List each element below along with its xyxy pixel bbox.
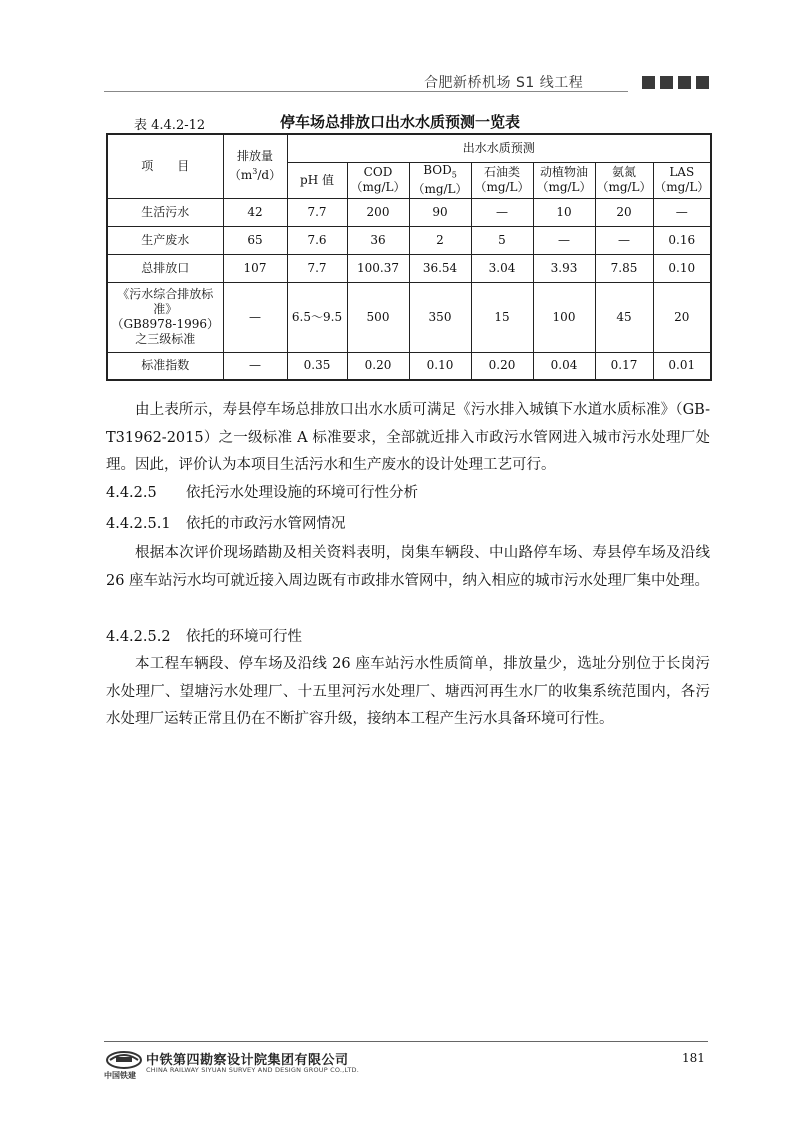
table-row: 总排放口 107 7.7 100.37 36.54 3.04 3.93 7.85 0.10 xyxy=(107,254,711,282)
header-item: 项 目 xyxy=(107,134,223,198)
header-discharge: 排放量 $(m^3/d)$ xyxy=(223,134,287,198)
company-logo-icon xyxy=(104,1048,144,1072)
table-title: 停车场总排放口出水水质预测一览表 xyxy=(280,113,521,131)
company-name-en: CHINA RAILWAY SIYUAN SURVEY AND DESIGN GROUP CO.,LTD. xyxy=(146,1066,359,1074)
table-row: 标准指数 — 0.35 0.20 0.10 0.20 0.04 0.17 0.01 xyxy=(107,352,711,380)
table-row: 《污水综合排放标 准》 （GB8978-1996） 之三级标准 — 6.5～9.5 500 350 15 100 45 20 xyxy=(107,282,711,352)
table-row: 生活污水 42 7.7 200 90 — 10 20 — xyxy=(107,198,711,226)
table-number: 表 4.4.2-12 xyxy=(134,118,206,133)
page-number: 181 xyxy=(682,1051,705,1065)
header-decorative-bars xyxy=(612,0,634,88)
header-oil: 动植物油 （mg/L） xyxy=(533,162,595,198)
logo-text: 中国铁建 xyxy=(104,1071,136,1080)
header-cod: COD （mg/L） xyxy=(347,162,409,198)
header-rule xyxy=(104,91,628,92)
table-row: 生产废水 65 7.6 36 2 5 — — 0.16 xyxy=(107,226,711,254)
footer-rule xyxy=(104,1041,708,1042)
header-las: LAS （mg/L） xyxy=(653,162,711,198)
water-quality-table xyxy=(106,133,712,381)
paragraph-feasibility: 本工程车辆段、停车场及沿线 26 座车站污水性质简单，排放量少，选址分别位于长岗污水处理厂、望塘污水处理厂、十五里河污水处理厂、塘西河再生水厂的收集系统范围内，各污水处理厂运转正常且仍在不断扩容升级，接纳本工程产生污水具备环境可行性。 xyxy=(106,656,710,727)
paragraph-sewer-network: 根据本次评价现场踏勘及相关资料表明，岗集车辆段、中山路停车场、寿县停车场及沿线 26 座车站污水均可就近接入周边既有市政排水管网中，纳入相应的城市污水处理厂集中处理。 xyxy=(106,545,710,589)
company-name-cn: 中铁第四勘察设计院集团有限公司 xyxy=(146,1053,349,1068)
section-heading-4-4-2-5: 4.4.2.5 依托污水处理设施的环境可行性分析 xyxy=(106,485,418,501)
section-heading-4-4-2-5-1: 4.4.2.5.1 依托的市政污水管网情况 xyxy=(106,516,346,532)
header-decorative-squares xyxy=(642,74,714,93)
paragraph-conclusion: 由上表所示，寿县停车场总排放口出水水质可满足《污水排入城镇下水道水质标准》（GB-T31962-2015）之一级标准 A 标准要求，全部就近排入市政污水管网进入城市污水处理厂处理。因此，评价认为本项目生活污水和生产废水的设计处理工艺可行。 xyxy=(106,402,710,473)
header-ph: pH 值 xyxy=(287,162,347,198)
header-petroleum: 石油类 （mg/L） xyxy=(471,162,533,198)
header-bod5: $BOD_5$ （mg/L） xyxy=(409,162,471,198)
header-group: 出水水质预测 xyxy=(287,134,711,162)
section-heading-4-4-2-5-2: 4.4.2.5.2 依托的环境可行性 xyxy=(106,629,302,645)
header-ammonia: 氨氮 （mg/L） xyxy=(595,162,653,198)
header-title: 合肥新桥机场 S1 线工程 xyxy=(424,75,584,91)
